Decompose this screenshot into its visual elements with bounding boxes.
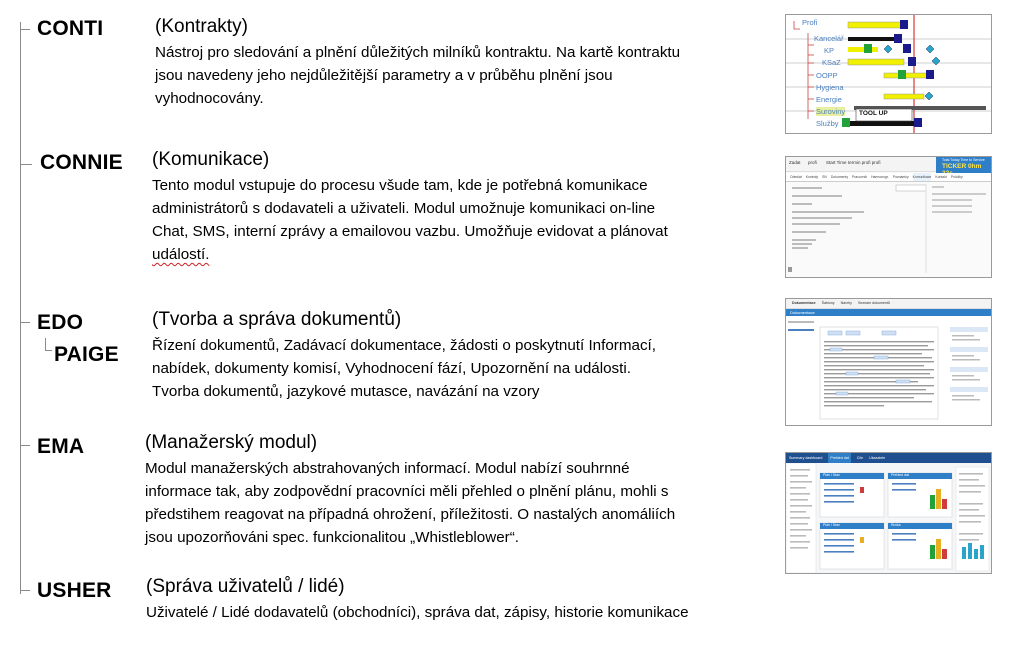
desc-line: jsou upozorňováni spec. funkcionalitou „Whistleblower“. <box>145 529 519 546</box>
gantt-row-label: OOPP <box>816 71 838 80</box>
ema-panel-title: Plán / Stav <box>823 473 840 477</box>
connie-ticker-value: TICKER 0hm <box>942 163 982 170</box>
connie-tab[interactable]: Položky <box>950 175 963 179</box>
gantt-tooltip: TOOL UP <box>859 110 888 117</box>
desc-line: informace tak, aby zodpovědní pracovníci měli přehled o plnění plánu, mohli s <box>145 483 669 500</box>
ema-header-item[interactable]: Summary dashboard <box>789 456 823 460</box>
conti-gantt-thumbnail <box>785 14 992 134</box>
desc-line: Tvorba dokumentů, jazykové mutasce, navázání na vzory <box>152 383 540 400</box>
gantt-row-label: Kancelář <box>814 34 844 43</box>
tree-branch-conti <box>20 29 30 30</box>
module-title-edo: (Tvorba a správa dokumentů) <box>152 309 402 330</box>
connie-ui-thumbnail <box>785 156 992 278</box>
connie-header-item: termin profi profi <box>848 160 881 165</box>
desc-line: administrátorů s dodavateli a uživateli. Modul umožnuje komunikaci on-line <box>152 200 656 217</box>
gantt-row-label: Hygiena <box>816 83 844 92</box>
gantt-row-label: KP <box>824 46 835 55</box>
connie-content <box>786 181 991 277</box>
desc-line: Modul manažerských abstrahovaných informací. Modul nabízí souhrnné <box>145 460 630 477</box>
ema-header-item[interactable]: Ukazatele <box>869 456 886 460</box>
connie-header-item: profi <box>808 160 817 165</box>
gantt-row-label: Profi <box>802 18 818 27</box>
edo-document-body <box>786 317 991 425</box>
ema-header-item[interactable]: Prehled dat <box>828 453 850 463</box>
desc-line: Chat, SMS, interní zprávy a emailovou vazbu. Umožňuje evidovat a plánovat <box>152 223 668 240</box>
desc-line: nabídek, dokumenty komisí, Vyhodnocení fází, Upozornění na události. <box>152 360 631 377</box>
desc-line: jsou navedeny jeho nejdůležitější parametry a v průběhu plnění jsou <box>155 67 613 84</box>
connie-tab[interactable]: Kontakt <box>935 175 947 179</box>
module-name-ema: EMA <box>37 435 85 458</box>
edo-tab[interactable]: Šablony <box>821 301 835 305</box>
module-title-ema: (Manažerský modul) <box>145 432 318 453</box>
tree-branch-usher <box>20 590 30 591</box>
gantt-row-label: Suroviny <box>816 107 846 116</box>
ema-header <box>786 453 992 463</box>
gantt-row-label: Energie <box>816 95 842 104</box>
module-name-connie: CONNIE <box>40 151 123 174</box>
desc-line: předstihem reagovat na případná ohrožení, příležitosti. O nastalých anomáliích <box>145 506 676 523</box>
edo-tabs <box>786 299 992 309</box>
edo-section-title: Dokumentace <box>790 310 815 315</box>
module-name-usher: USHER <box>37 579 112 602</box>
desc-line: Uživatelé / Lidé dodavatelů (obchodníci), správa dat, zápisy, historie komunikace <box>146 604 689 621</box>
tree-subbranch-paige-h <box>45 350 52 351</box>
desc-line: Tento modul vstupuje do procesu všude tam, kde je potřebná komunikace <box>152 177 648 194</box>
edo-tab[interactable]: Dokumentace <box>792 301 816 305</box>
module-title-usher: (Správa uživatelů / lidé) <box>146 576 345 597</box>
connie-header-item: Start Time <box>826 160 847 165</box>
gantt-row-label: Služby <box>816 119 839 128</box>
ema-header-item[interactable]: Cíle <box>856 456 864 460</box>
ema-panel-title: Přehled dat <box>891 473 909 477</box>
module-desc-connie <box>152 174 668 266</box>
edo-tab[interactable]: Návrhy <box>840 301 852 305</box>
ema-dashboard-thumbnail <box>785 452 992 574</box>
tree-subbranch-paige-v <box>45 338 46 350</box>
tree-branch-edo <box>20 322 30 323</box>
connie-tab[interactable]: Komunikace <box>912 175 932 179</box>
gantt-row-label: KSaZ <box>822 58 841 67</box>
connie-tab[interactable]: Odeslat <box>790 175 802 179</box>
connie-tab[interactable]: Harmonogr. <box>871 175 889 179</box>
module-desc-ema <box>145 457 675 549</box>
module-name-paige: PAIGE <box>54 343 119 366</box>
ema-panel-title: Rizika <box>891 523 901 527</box>
connie-tab[interactable]: Poznámky <box>892 175 909 179</box>
connie-tab[interactable]: Kontroly <box>805 175 819 179</box>
connie-ticker-label: Total Today Time to Service <box>942 158 985 162</box>
module-desc-usher <box>146 601 689 624</box>
connie-tab[interactable]: Pracovník <box>852 175 868 179</box>
module-desc-conti <box>155 41 680 110</box>
module-name-edo: EDO <box>37 311 84 334</box>
ema-dashboard-body <box>786 463 991 573</box>
tree-branch-connie <box>20 164 32 165</box>
module-name-conti: CONTI <box>37 17 104 40</box>
edo-tab[interactable]: Seznam dokumentů <box>857 301 890 305</box>
tree-trunk <box>20 22 21 594</box>
desc-line: událostí. <box>152 246 210 263</box>
connie-header-item: Zadat <box>789 160 801 165</box>
connie-tab[interactable]: Dokumenty <box>830 175 849 179</box>
edo-ui-thumbnail <box>785 298 992 426</box>
connie-tab[interactable]: SN <box>822 175 827 179</box>
ema-panel-title: Plán / Stav <box>823 523 840 527</box>
edo-section-bar <box>786 309 991 316</box>
tree-branch-ema <box>20 445 30 446</box>
module-desc-edo <box>152 334 656 403</box>
desc-line: Řízení dokumentů, Zadávací dokumentace, žádosti o poskytnutí Informací, <box>152 337 656 354</box>
desc-line: Nástroj pro sledování a plnění důležitých milníků kontraktu. Na kartě kontraktu <box>155 44 681 61</box>
desc-line: vyhodnocovány. <box>155 90 264 107</box>
module-title-connie: (Komunikace) <box>152 149 270 170</box>
module-title-conti: (Kontrakty) <box>155 16 248 37</box>
